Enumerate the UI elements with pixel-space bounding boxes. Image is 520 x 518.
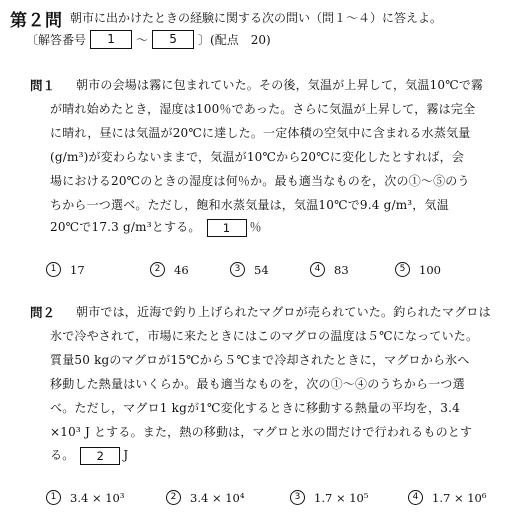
- choice-number-icon: 4: [408, 490, 423, 505]
- choice-number-icon: 2: [150, 262, 165, 277]
- choice-number-icon: 2: [166, 490, 181, 505]
- section-intro: 朝市に出かけたときの経験に関する次の問い（問１～４）に答えよ。: [70, 11, 443, 25]
- q1-line: に晴れ，昼には気温が20℃に達した。一定体積の空気中に含まれる水蒸気量: [50, 126, 471, 140]
- q1-label: 問１: [30, 78, 56, 93]
- q1-answer-box: 1: [207, 219, 247, 237]
- points-label: 〕(配点 20): [198, 33, 271, 47]
- q2-line: 氷で冷やされて，市場に来たときにはこのマグロの温度は５℃になっていた。: [50, 329, 479, 343]
- q2-choice-4[interactable]: [408, 490, 486, 505]
- q2-choice-1[interactable]: [46, 490, 166, 505]
- choice-number-icon: 4: [310, 262, 325, 277]
- q2-line: べ。ただし，マグロ1 kgが1℃変化するときに移動する熱量の平均を，3.4: [50, 401, 460, 415]
- choice-number-icon: 1: [46, 262, 61, 277]
- choice-text: 17: [70, 262, 85, 277]
- choice-text: 54: [254, 262, 269, 277]
- q2-choice-3[interactable]: [290, 490, 408, 505]
- q2-answer-box: 2: [80, 447, 120, 465]
- q2-line: 移動した熱量はいくらか。最も適当なものを，次の①～④のうちから一つ選: [50, 377, 465, 391]
- section-title: 第２問: [10, 11, 63, 31]
- choice-text: 3.4 × 10³: [70, 490, 125, 505]
- q2-choices: [46, 490, 486, 505]
- choice-text: 100: [419, 262, 441, 277]
- q1-last-line-text: 20℃で17.3 g/m³とする。: [50, 220, 201, 234]
- q1-choice-2[interactable]: [150, 262, 230, 277]
- q2-answer-unit: J: [123, 448, 129, 462]
- answer-end-box: 5: [152, 30, 194, 49]
- q1-line: ちから一つ選べ。ただし，飽和水蒸気量は，気温10℃で9.4 g/m³，気温: [50, 198, 449, 212]
- answer-label: 〔解答番号: [26, 33, 87, 47]
- q1-choice-4[interactable]: [310, 262, 395, 277]
- q1-line: が晴れ始めたとき，湿度は100％であった。さらに気温が上昇して，霧は完全: [50, 102, 476, 116]
- q1-last-line: [50, 218, 262, 237]
- choice-text: 46: [174, 262, 189, 277]
- q1-line: (g/m³)が変わらないままで，気温が10℃から20℃に変化したとすれば，会: [50, 150, 465, 164]
- choice-text: 1.7 × 10⁵: [314, 490, 369, 505]
- choice-number-icon: 1: [46, 490, 61, 505]
- q1-choice-1[interactable]: [46, 262, 150, 277]
- q2-last-line: [50, 446, 128, 465]
- choice-text: 1.7 × 10⁶: [432, 490, 487, 505]
- answer-number-range: [26, 30, 271, 49]
- choice-number-icon: 5: [395, 262, 410, 277]
- q2-line: 朝市では，近海で釣り上げられたマグロが売られていた。釣られたマグロは: [76, 305, 491, 319]
- q2-line: 質量50 kgのマグロが15℃から５℃まで冷却されたときに，マグロから氷へ: [50, 353, 470, 367]
- choice-text: 3.4 × 10⁴: [190, 490, 245, 505]
- q2-last-line-text: る。: [50, 448, 75, 462]
- q1-choices: [46, 262, 441, 277]
- q1-answer-unit: ％: [249, 220, 262, 234]
- q2-label: 問２: [30, 305, 56, 320]
- choice-number-icon: 3: [230, 262, 245, 277]
- q2-choice-2[interactable]: [166, 490, 290, 505]
- choice-text: 83: [334, 262, 349, 277]
- q1-choice-5[interactable]: [395, 262, 441, 277]
- choice-number-icon: 3: [290, 490, 305, 505]
- q1-line: 場における20℃のときの湿度は何％か。最も適当なものを，次の①～⑤のう: [50, 174, 470, 188]
- q1-line: 朝市の会場は霧に包まれていた。その後，気温が上昇して，気温10℃で霧: [76, 78, 484, 92]
- answer-start-box: 1: [90, 30, 132, 49]
- q1-choice-3[interactable]: [230, 262, 310, 277]
- answer-range-separator: ～: [136, 33, 149, 47]
- q2-line: ×10³ J とする。また，熱の移動は，マグロと氷の間だけで行われるものとす: [50, 425, 473, 439]
